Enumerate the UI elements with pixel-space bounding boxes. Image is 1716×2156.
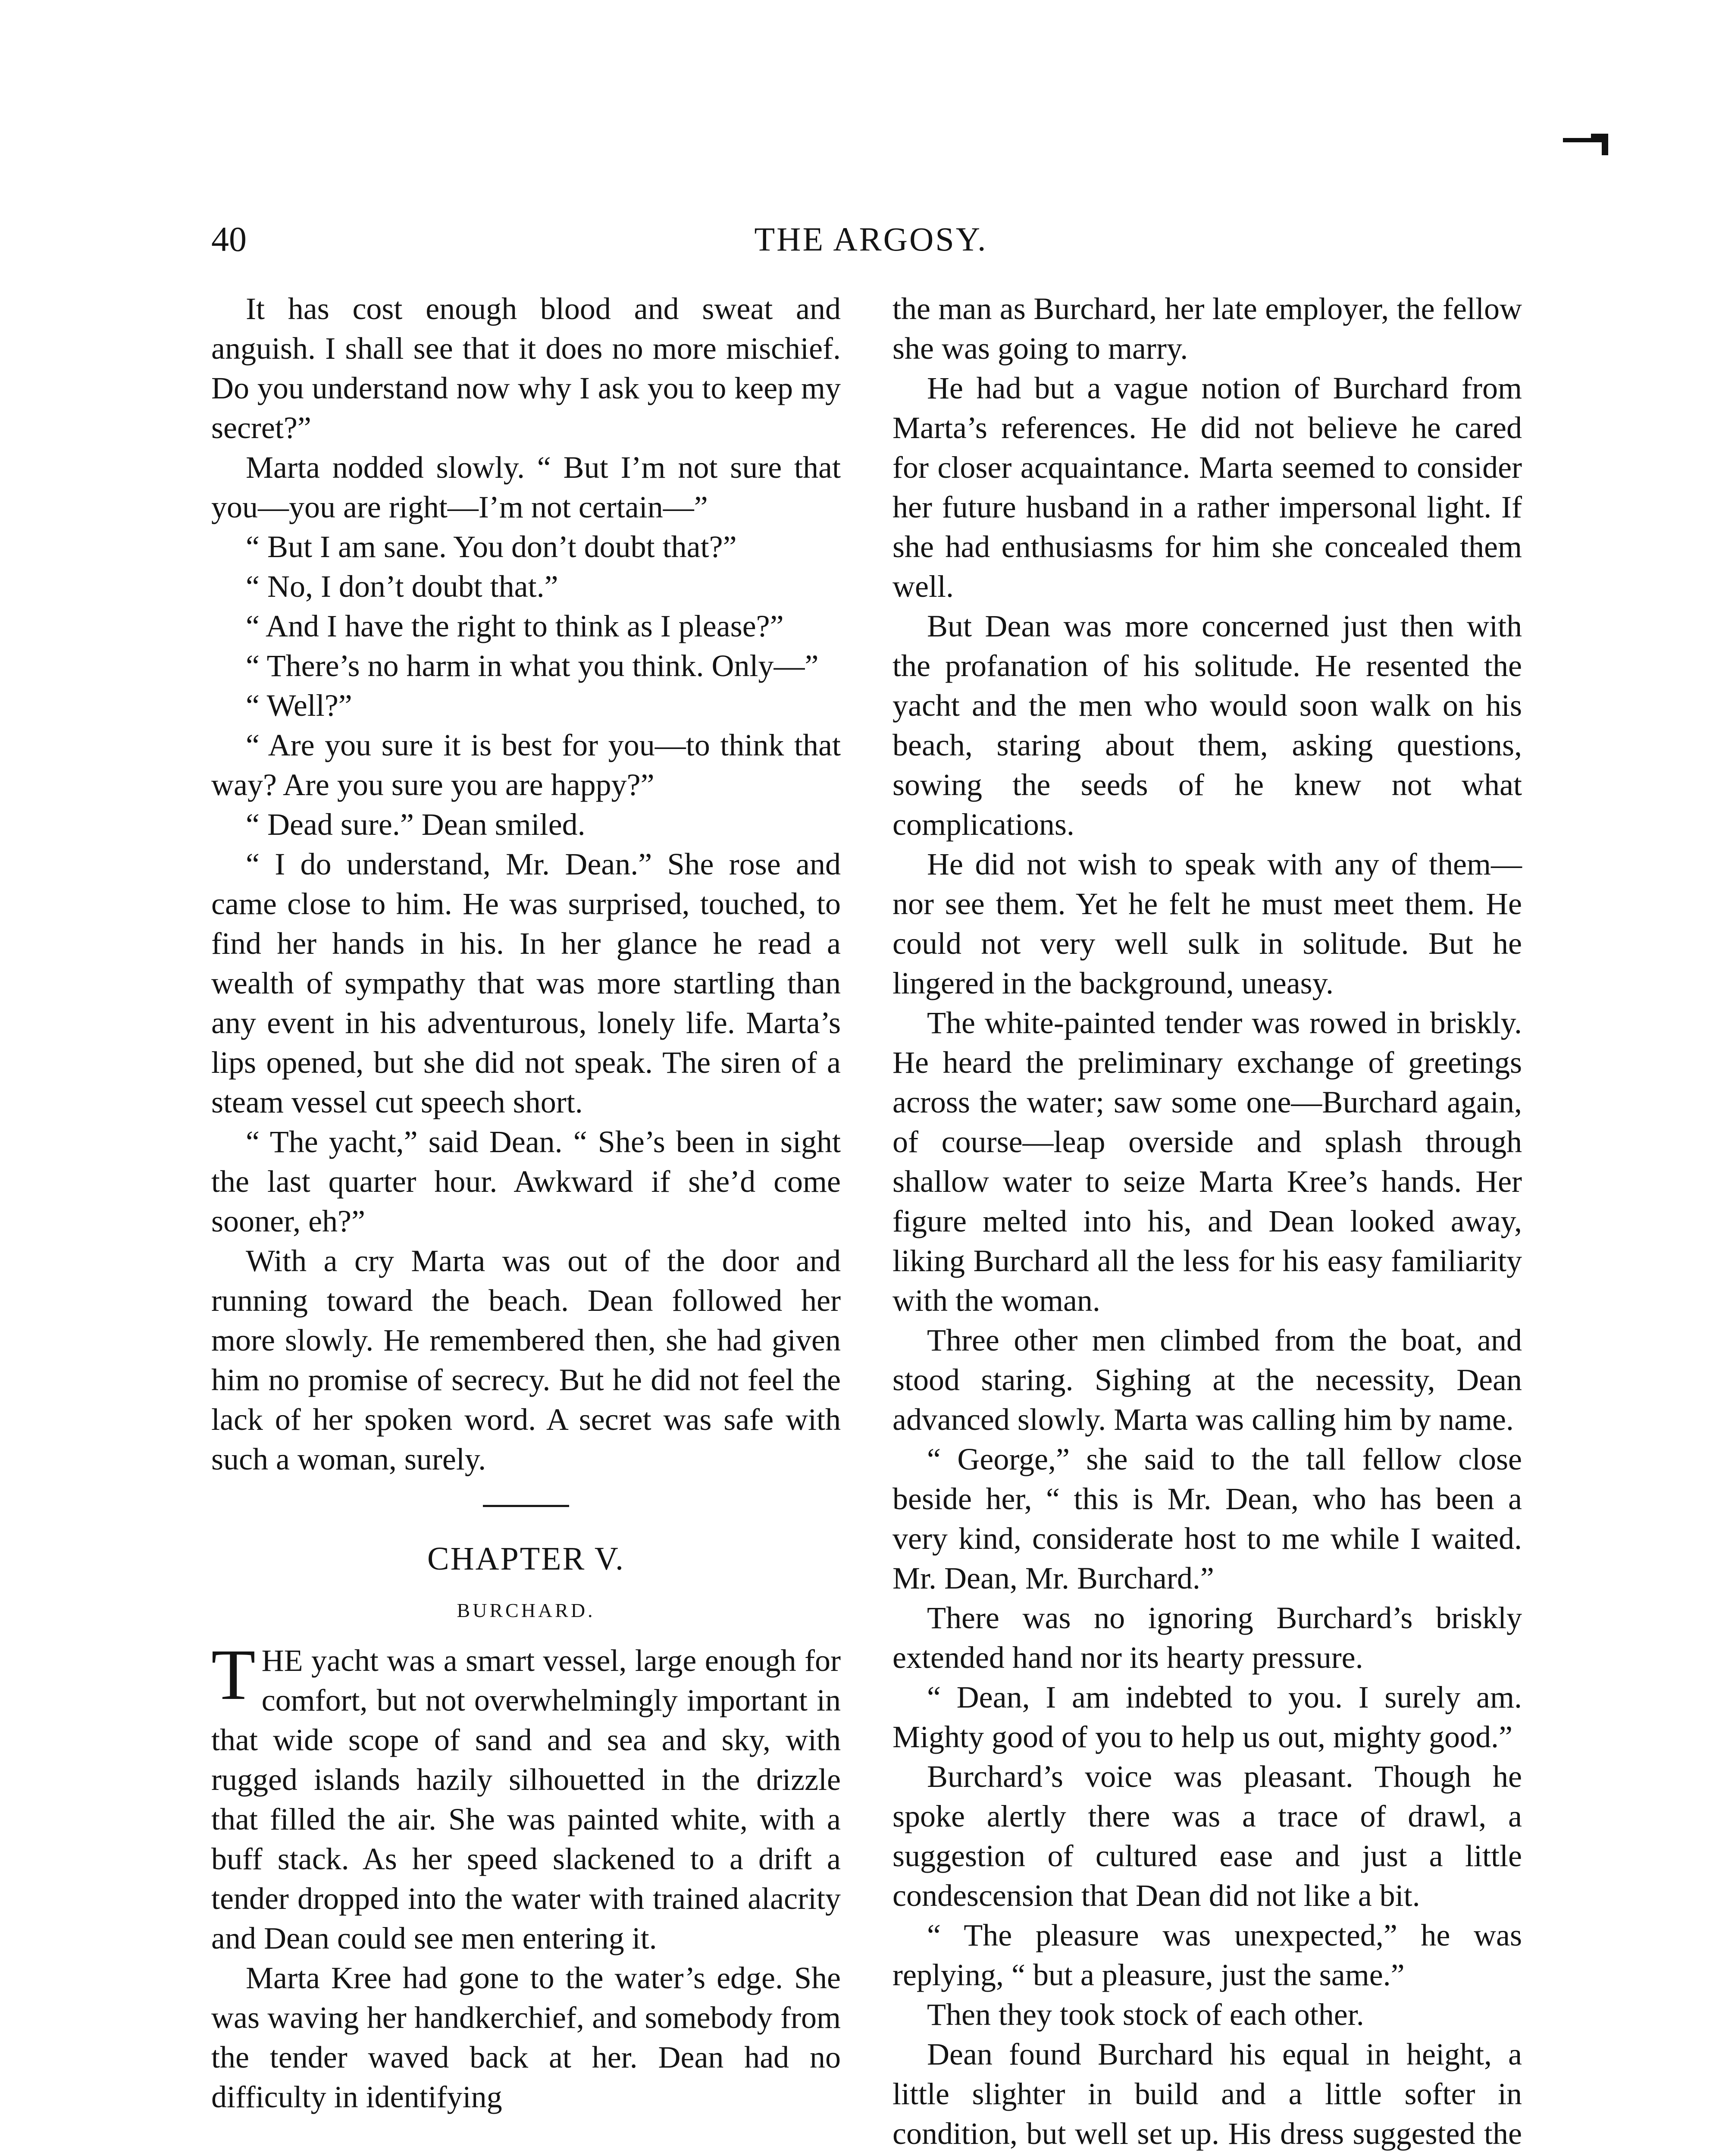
- paragraph-0: He had but a vague notion of Burchard from Marta’s references. He did not believe he cared for closer acquaintance. Marta seemed to consider her future husband in a rather impersonal light. If she had enthusiasms for him she concealed them well.: [892, 371, 1522, 604]
- page-header: [211, 216, 1531, 263]
- left-column: [211, 289, 841, 2117]
- paragraph-4: “ And I have the right to think as I please?”: [246, 609, 784, 643]
- paragraph-0: Marta Kree had gone to the water’s edge. She was waving her handkerchief, and somebody from the tender waved back at her. Dean had no difficulty in identifying: [211, 1961, 841, 2114]
- first-paragraph-text: HE yacht was a smart vessel, large enough for comfort, but not overwhelmingly important in that wide scope of sand and sea and sky, with rugged islands hazily silhouetted in the drizzle that filled the air. She was painted white, with a buff stack. As her speed slackened to a drift a tender dropped into the water with trained alacrity and Dean could see men entering it.: [211, 1643, 841, 1955]
- running-head: THE ARGOSY.: [754, 220, 988, 258]
- paragraph-11: With a cry Marta was out of the door and running toward the beach. Dean followed her more slowly. He remembered then, she had given him no promise of secrecy. But he did not feel the lack of her spoken word. A secret was safe with such a woman, surely.: [211, 1244, 841, 1476]
- drop-cap: T: [211, 1635, 256, 1715]
- paragraph-3: “ No, I don’t doubt that.”: [246, 569, 558, 604]
- paragraph-4: Three other men climbed from the boat, and stood staring. Sighing at the necessity, Dean advanced slowly. Marta was calling him by name.: [892, 1323, 1522, 1437]
- left-paragraphs-before: [211, 289, 841, 1479]
- paragraph-6: “ Well?”: [246, 688, 352, 723]
- paragraph-5: “ George,” she said to the tall fellow close beside her, “ this is Mr. Dean, who has been a very kind, considerate host to me while I waited. Mr. Dean, Mr. Burchard.”: [892, 1442, 1522, 1595]
- chapter-first-paragraph: [211, 1635, 841, 1958]
- paragraph-1: But Dean was more concerned just then with the profanation of his solitude. He resented the yacht and the men who would soon walk on his beach, staring about them, asking questions, sowing the seeds of he knew not what complications.: [892, 609, 1522, 842]
- paragraph-7: “ Dean, I am indebted to you. I surely am. Mighty good of you to help us out, mighty good.”: [892, 1680, 1522, 1754]
- paragraph-5: “ There’s no harm in what you think. Only—”: [246, 649, 819, 683]
- paragraph-2: “ But I am sane. You don’t doubt that?”: [246, 530, 737, 564]
- continued-paragraph: the man as Burchard, her late employer, the fellow she was going to marry.: [892, 291, 1522, 366]
- chapter-subtitle: BURCHARD.: [457, 1599, 595, 1621]
- paragraph-9: “ I do understand, Mr. Dean.” She rose and came close to him. He was surprised, touched, to find her hands in his. In her glance he read a wealth of sympathy that was more startling than any event in his adventurous, lonely life. Marta’s lips opened, but she did not speak. The siren of a steam vessel cut speech short.: [211, 847, 841, 1119]
- right-paragraphs: [892, 368, 1522, 2156]
- paragraph-9: “ The pleasure was unexpected,” he was replying, “ but a pleasure, just the same.”: [892, 1918, 1522, 1992]
- paragraph-10: Then they took stock of each other.: [927, 1997, 1364, 2032]
- right-column: [892, 289, 1522, 2156]
- paragraph-7: “ Are you sure it is best for you—to think that way? Are you sure you are happy?”: [211, 728, 841, 802]
- page-number: 40: [211, 219, 247, 259]
- paragraph-0: It has cost enough blood and sweat and anguish. I shall see that it does no more mischief. Do you understand now why I ask you to keep my secret?”: [211, 291, 841, 445]
- left-paragraphs-after: [211, 1958, 841, 2117]
- paragraph-8: Burchard’s voice was pleasant. Though he spoke alertly there was a trace of drawl, a suggestion of cultured ease and just a little condescension that Dean did not like a bit.: [892, 1759, 1522, 1913]
- paragraph-10: “ The yacht,” said Dean. “ She’s been in sight the last quarter hour. Awkward if she’d come sooner, eh?”: [211, 1125, 841, 1238]
- paragraph-8: “ Dead sure.” Dean smiled.: [246, 807, 586, 842]
- paragraph-11: Dean found Burchard his equal in height, a little slighter in build and a little softer in condition, but well set up. His dress suggested the: [892, 2037, 1522, 2151]
- chapter-title: CHAPTER V.: [427, 1541, 625, 1577]
- paragraph-6: There was no ignoring Burchard’s briskly extended hand nor its hearty pressure.: [892, 1601, 1522, 1675]
- section-divider: [483, 1505, 569, 1507]
- paragraph-3: The white-painted tender was rowed in briskly. He heard the preliminary exchange of greetings across the water; saw some one—Burchard again, of course—leap overside and splash through shallow water to seize Marta Kree’s hands. Her figure melted into his, and Dean looked away, liking Burchard all the less for his easy familiarity with the woman.: [892, 1006, 1522, 1318]
- paragraph-2: He did not wish to speak with any of them—nor see them. Yet he felt he must meet them. He could not very well sulk in solitude. But he lingered in the background, uneasy.: [892, 847, 1522, 1000]
- corner-ink-mark: [1561, 129, 1613, 160]
- paragraph-1: Marta nodded slowly. “ But I’m not sure that you—you are right—I’m not certain—”: [211, 450, 841, 524]
